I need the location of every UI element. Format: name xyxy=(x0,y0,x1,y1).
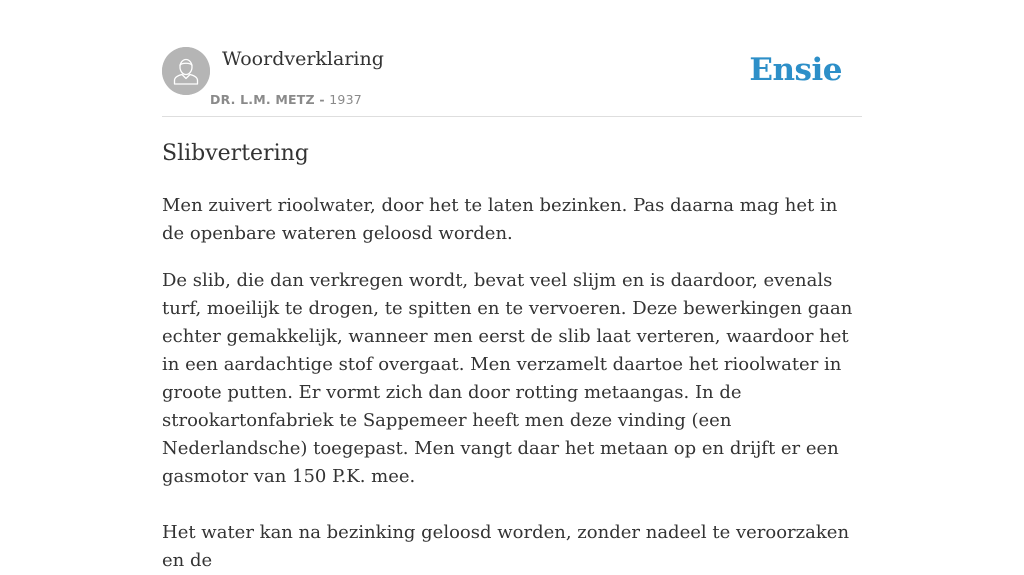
source-separator: - xyxy=(314,92,330,107)
source-line xyxy=(210,93,362,107)
entry-header xyxy=(162,47,862,117)
source-author[interactable]: DR. L.M. METZ xyxy=(210,92,315,107)
entry-title: Slibvertering xyxy=(162,141,309,166)
source-year: 1937 xyxy=(329,92,362,107)
ensie-logo[interactable]: Ensie xyxy=(749,52,842,88)
paragraph: Het water kan na bezinking geloosd worden, zonder nadeel te veroorzaken en de xyxy=(162,522,850,571)
user-avatar-icon[interactable] xyxy=(162,47,210,95)
paragraph: Men zuivert rioolwater, door het te laten bezinken. Pas daarna mag het in de openbare wateren geloosd worden. xyxy=(162,195,838,244)
paragraph: De slib, die dan verkregen wordt, bevat veel slijm en is daardoor, evenals turf, moeilijk te drogen, te spitten en te vervoeren. Deze bewerkingen gaan echter gemakkelijk, wanneer men eerst de slib laat verteren, waardoor het in een aardachtige stof overgaat. Men verzamelt daartoe het rioolwater in groote putten. Er vormt zich dan door rotting metaangas. In de strookartonfabriek te Sappemeer heeft men deze vinding (een Nederlandsche) toegepast. Men vangt daar het metaan op en drijft er een gasmotor van 150 P.K. mee. xyxy=(162,270,853,487)
entry-body xyxy=(162,192,862,575)
author-name[interactable]: Woordverklaring xyxy=(222,48,384,70)
